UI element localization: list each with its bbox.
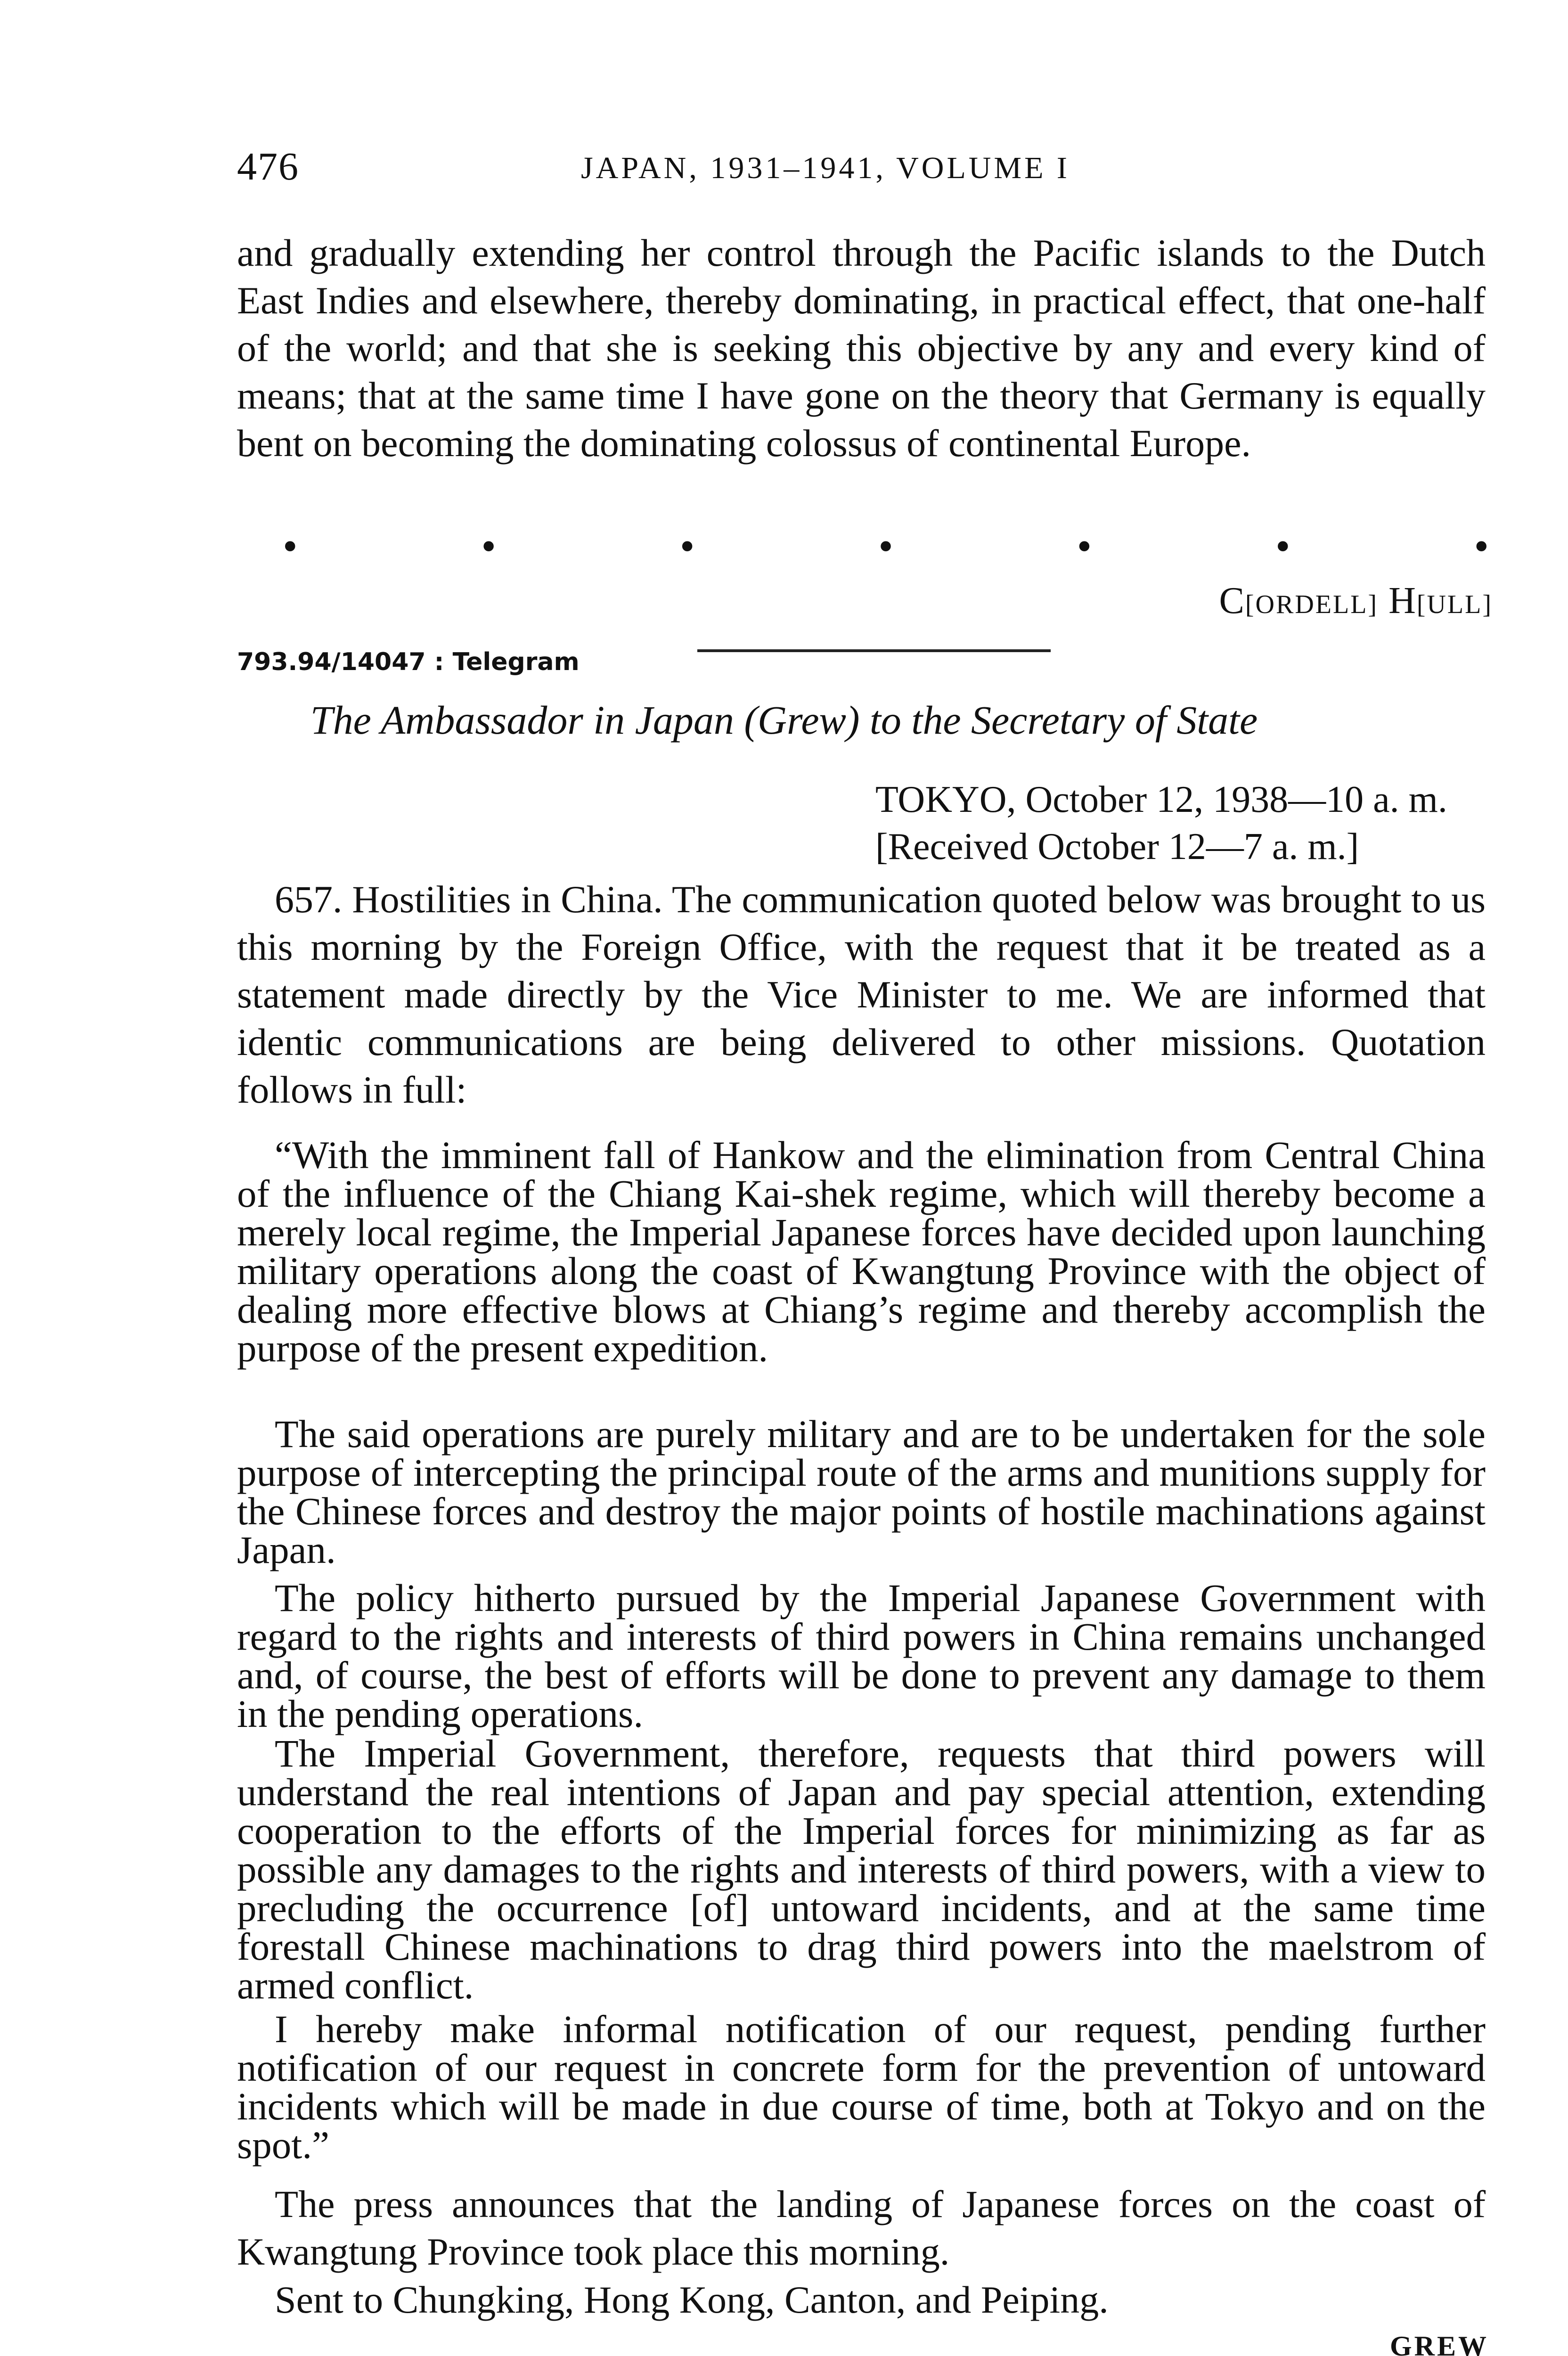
quote-paragraph: The policy hitherto pursued by the Imperial Japanese Government with regard to the rights and interests of third powers in China remains unchanged and, of course, the best of efforts will be done to prevent any damage to them in the pending operations. bbox=[237, 1576, 1486, 1735]
quote-paragraph: “With the imminent fall of Hankow and the elimination from Central China of the influence of the Chiang Kai-shek regime, which will thereby become a merely local regime, the Imperial Japanese forces have decided upon launching military operations along the coast of Kwangtung Province with the object of dealing more effective blows at Chiang’s regime and thereby accomplish the purpose of the present expedition. bbox=[237, 1133, 1486, 1370]
omission-dot: • bbox=[1077, 523, 1092, 570]
omission-dot: • bbox=[679, 523, 695, 570]
received-line: [Received October 12—7 a. m.] bbox=[875, 826, 1359, 867]
date-time: , October 12, 1938—10 a. m. bbox=[1006, 779, 1447, 820]
distribution-line: Sent to Chungking, Hong Kong, Canton, and Peiping. bbox=[275, 2278, 1109, 2321]
signature-grew: GREW bbox=[1389, 2331, 1489, 2356]
dateline bbox=[875, 778, 1447, 821]
signature-initial: C bbox=[1219, 580, 1245, 622]
quote-paragraph: I hereby make informal notification of our request, pending further notification of our request in concrete form for the prevention of untoward incidents which will be made in due course of time, both at Tokyo and on the spot.” bbox=[237, 2007, 1486, 2167]
intro-paragraph: 657. Hostilities in China. The communication quoted below was brought to us this morning by the Foreign Office, with the request that it be treated as a statement made directly by the Vice Minister to me. We are informed that identic communications are being delivered to other missions. Quotation follows in full: bbox=[237, 878, 1486, 1111]
continuation-paragraph: and gradually extending her control through the Pacific islands to the Dutch East Indies and elsewhere, thereby dominating, in practical effect, that one-half of the world; and that she is seeking this objective by any and every kind of means; that at the same time I have gone on the theory that Germany is equally bent on becoming the dominating colossus of continental Europe. bbox=[237, 231, 1486, 465]
quote-paragraph: The said operations are purely military and are to be undertaken for the sole purpose of intercepting the principal route of the arms and munitions supply for the Chinese forces and destroy the major points of hostile machinations against Japan. bbox=[237, 1412, 1486, 1571]
signature-hull bbox=[1219, 580, 1493, 622]
section-divider bbox=[697, 649, 1051, 652]
document-title: The Ambassador in Japan (Grew) to the Secretary of State bbox=[310, 697, 1258, 743]
omission-dots bbox=[283, 523, 1489, 570]
signature-initial: H bbox=[1378, 580, 1417, 622]
omission-dot: • bbox=[1474, 523, 1489, 570]
signature-bracket: [ORDELL] bbox=[1245, 590, 1379, 619]
page-header bbox=[237, 144, 1486, 196]
place-name: TOKYO bbox=[875, 779, 1007, 820]
signature-bracket: [ULL] bbox=[1416, 590, 1493, 619]
press-paragraph: The press announces that the landing of Japanese forces on the coast of Kwangtung Province took place this morning. bbox=[237, 2183, 1486, 2273]
omission-dot: • bbox=[878, 523, 893, 570]
omission-dot: • bbox=[1275, 523, 1290, 570]
page-number: 476 bbox=[237, 145, 299, 188]
file-reference: 793.94/14047 : Telegram bbox=[237, 648, 580, 676]
omission-dot: • bbox=[283, 523, 298, 570]
running-title: JAPAN, 1931–1941, VOLUME I bbox=[581, 151, 1070, 185]
quote-paragraph: The Imperial Government, therefore, requests that third powers will understand the real intentions of Japan and pay special attention, extending cooperation to the efforts of the Imperial forces for minimizing as far as possible any damages to the rights and interests of third powers, with a view to precluding the occurrence [of] untoward incidents, and at the same time forestall Chinese machinations to drag third powers into the maelstrom of armed conflict. bbox=[237, 1732, 1486, 2007]
omission-dot: • bbox=[481, 523, 496, 570]
